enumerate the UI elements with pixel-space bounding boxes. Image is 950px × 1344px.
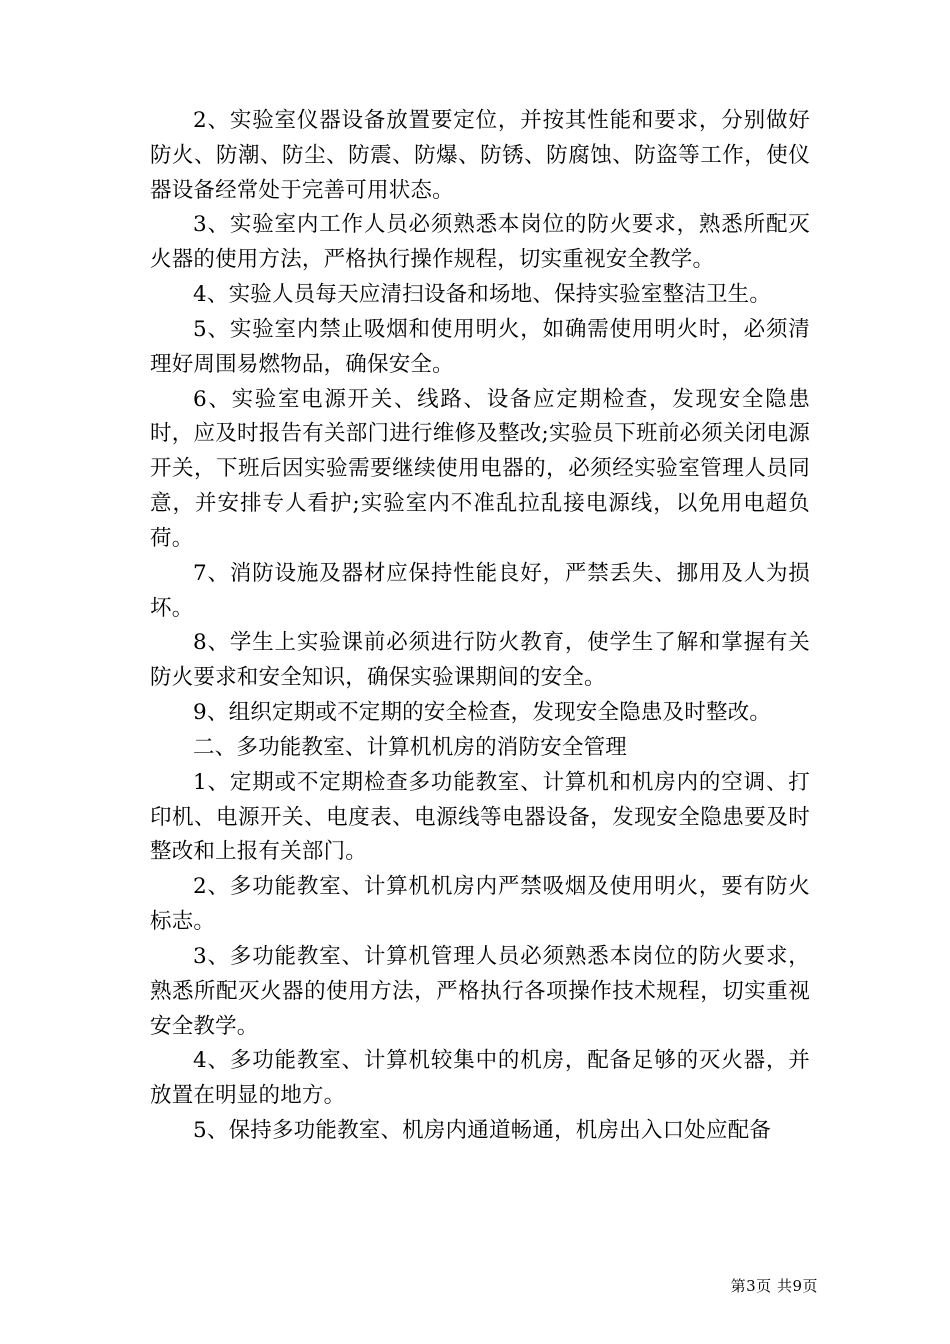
- paragraph: 6、实验室电源开关、线路、设备应定期检查，发现安全隐患时，应及时报告有关部门进行维修及整改;实验员下班前必须关闭电源开关，下班后因实验需要继续使用电器的，必须经实验室管理人员同意，并安排专人看护;实验室内不准乱拉乱接电源线，以免用电超负荷。: [150, 386, 810, 551]
- page-number-footer: 第3页 共9页: [730, 1277, 818, 1295]
- paragraph: 4、多功能教室、计算机较集中的机房，配备足够的灭火器，并放置在明显的地方。: [150, 1048, 810, 1109]
- paragraph: 3、多功能教室、计算机管理人员必须熟悉本岗位的防火要求，熟悉所配灭火器的使用方法，严格执行各项操作技术规程，切实重视安全教学。: [150, 943, 810, 1039]
- paragraph: 5、保持多功能教室、机房内通道畅通，机房出入口处应配备: [193, 1118, 772, 1144]
- paragraph: 8、学生上实验课前必须进行防火教育，使学生了解和掌握有关防火要求和安全知识，确保实验课期间的安全。: [150, 630, 810, 691]
- paragraph: 1、定期或不定期检查多功能教室、计算机和机房内的空调、打印机、电源开关、电度表、电源线等电器设备，发现安全隐患要及时整改和上报有关部门。: [150, 769, 810, 865]
- paragraph: 9、组织定期或不定期的安全检查，发现安全隐患及时整改。: [193, 700, 772, 726]
- paragraph: 3、实验室内工作人员必须熟悉本岗位的防火要求，熟悉所配灭火器的使用方法，严格执行操作规程，切实重视安全教学。: [150, 212, 810, 273]
- paragraph: 7、消防设施及器材应保持性能良好，严禁丢失、挪用及人为损坏。: [150, 560, 810, 621]
- paragraph: 4、实验人员每天应清扫设备和场地、保持实验室整洁卫生。: [193, 282, 772, 308]
- document-body: [150, 104, 810, 1149]
- paragraph: 5、实验室内禁止吸烟和使用明火，如确需使用明火时，必须清理好周围易燃物品，确保安全。: [150, 316, 810, 377]
- paragraph: 2、实验室仪器设备放置要定位，并按其性能和要求，分别做好防火、防潮、防尘、防震、防爆、防锈、防腐蚀、防盗等工作，使仪器设备经常处于完善可用状态。: [150, 108, 810, 203]
- section-heading: 二、多功能教室、计算机机房的消防安全管理: [193, 734, 628, 760]
- paragraph: 2、多功能教室、计算机机房内严禁吸烟及使用明火，要有防火标志。: [150, 874, 810, 935]
